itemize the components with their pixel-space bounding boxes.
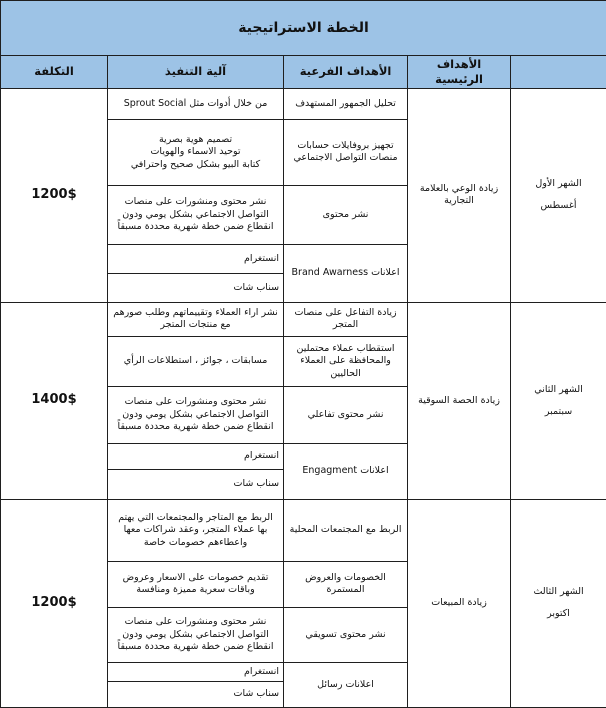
mechanism-cell: انستغرام: [108, 662, 284, 681]
month-label: اكتوبر: [515, 608, 602, 620]
mechanism-cell: انستغرام: [108, 443, 284, 469]
mechanism-cell: تقديم خصومات على الاسعار وعروض وباقات سعرية مميزة ومنافسة: [108, 561, 284, 607]
sub-goal-cell: [284, 561, 408, 607]
sub-goal-cell: [284, 443, 408, 499]
column-header-cost: التكلفة: [1, 56, 108, 89]
table-title: الخطة الاستراتيجية: [1, 1, 606, 56]
mechanism-cell: من خلال أدوات مثل Sprout Social: [108, 88, 284, 119]
sub-goal-text: نشر محتوى تسويقي: [305, 629, 385, 640]
month-cell: [511, 302, 606, 499]
month-cell: [511, 88, 606, 302]
sub-goal-text: تحليل الجمهور المستهدف: [295, 98, 396, 109]
main-goal-cell: زيادة الوعي بالعلامة التجارية: [408, 88, 511, 302]
sub-goal-cell: [284, 185, 408, 244]
mechanism-line: تصميم هوية بصرية: [112, 134, 279, 146]
month-label: سبتمبر: [515, 406, 602, 418]
main-goal-cell: زيادة المبيعات: [408, 499, 511, 707]
sub-goal-text: استقطاب عملاء محتملين والمحافظة على العملاء الحاليين: [297, 343, 395, 379]
cost-cell: 1200$: [1, 499, 108, 707]
cost-cell: 1400$: [1, 302, 108, 499]
column-header-main-goals: الأهداف الرئيسية: [408, 56, 511, 89]
mechanism-cell: سناب شات: [108, 681, 284, 707]
mechanism-cell: سناب شات: [108, 469, 284, 499]
sub-goal-cell: [284, 119, 408, 185]
sub-goal-text: الخصومات والعروض المستمرة: [305, 572, 386, 595]
sub-goal-text: زيادة التفاعل على منصات المتجر: [294, 307, 396, 330]
sub-goal-cell: [284, 336, 408, 386]
mechanism-cell: نشر محتوى ومنشورات على منصات التواصل الاجتماعي بشكل يومي ودون انقطاع ضمن خطة شهرية محددة مسبقاً: [108, 386, 284, 443]
month-label: أغسطس: [515, 200, 602, 212]
month-name: الشهر الثاني: [515, 384, 602, 396]
sub-goal-text: اعلانات Engagment: [302, 465, 388, 476]
mechanism-cell: نشر محتوى ومنشورات على منصات التواصل الاجتماعي بشكل يومي ودون انقطاع ضمن خطة شهرية محددة مسبقاً: [108, 607, 284, 662]
sub-goal-cell: [284, 244, 408, 302]
month-name: الشهر الثالث: [515, 586, 602, 598]
sub-goal-cell: [284, 499, 408, 561]
sub-goal-cell: [284, 662, 408, 707]
column-header-mechanism: آلية التنفيذ: [108, 56, 284, 89]
sub-goal-text: نشر محتوى: [323, 209, 369, 220]
month-cell: [511, 499, 606, 707]
month-name: الشهر الأول: [515, 178, 602, 190]
sub-goal-cell: [284, 386, 408, 443]
column-header-month: [511, 56, 606, 89]
sub-goal-text: اعلانات رسائل: [317, 679, 374, 690]
mechanism-cell: نشر محتوى ومنشورات على منصات التواصل الاجتماعي بشكل يومي ودون انقطاع ضمن خطة شهرية محددة مسبقاً: [108, 185, 284, 244]
mechanism-line: توحيد الاسماء والهويات: [112, 146, 279, 158]
mechanism-line: كتابة البيو بشكل صحيح واحترافي: [112, 159, 279, 171]
mechanism-cell: انستغرام: [108, 244, 284, 273]
mechanism-cell: [108, 119, 284, 185]
sub-goal-text: تجهيز بروفايلات حسابات منصات التواصل الاجتماعي: [294, 140, 398, 163]
sub-goal-cell: [284, 88, 408, 119]
mechanism-cell: مسابقات ، جوائز ، استطلاعات الرأي: [108, 336, 284, 386]
sub-goal-cell: [284, 607, 408, 662]
main-goal-cell: زيادة الحصة السوقية: [408, 302, 511, 499]
mechanism-cell: سناب شات: [108, 273, 284, 302]
mechanism-cell: نشر اراء العملاء وتقييماتهم وطلب صورهم مع منتجات المتجر: [108, 302, 284, 336]
cost-cell: 1200$: [1, 88, 108, 302]
mechanism-cell: الربط مع المتاجر والمجتمعات التي يهتم بها عملاء المتجر، وعقد شراكات معها واعطاءهم خصومات خاصة: [108, 499, 284, 561]
table-row: [1, 499, 606, 561]
table-row: [1, 88, 606, 119]
sub-goal-text: اعلانات Brand Awarness: [292, 267, 400, 278]
sub-goal-cell: [284, 302, 408, 336]
column-header-sub-goals: الأهداف الفرعية: [284, 56, 408, 89]
sub-goal-text: نشر محتوى تفاعلي: [308, 409, 384, 420]
table-row: [1, 302, 606, 336]
sub-goal-text: الربط مع المجتمعات المحلية: [290, 524, 402, 535]
